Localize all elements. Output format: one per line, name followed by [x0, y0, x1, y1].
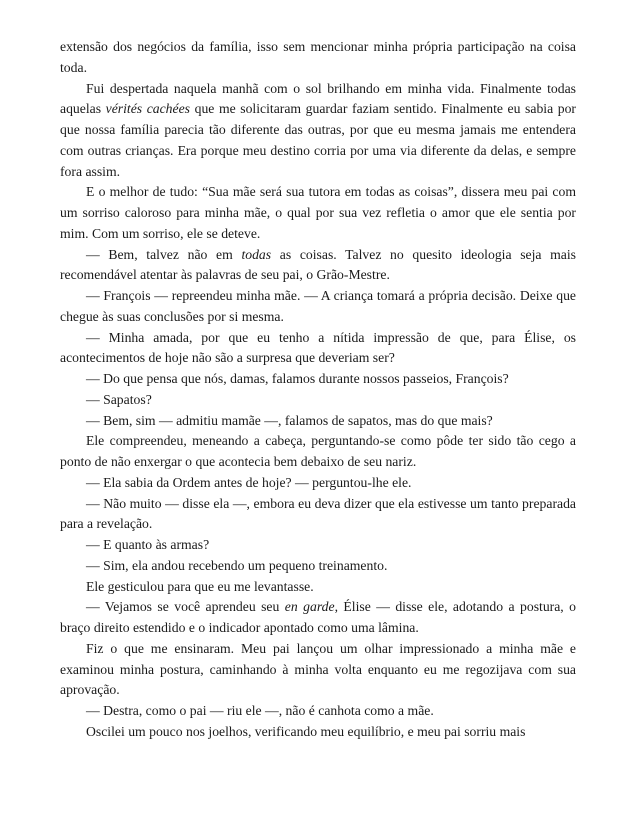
paragraph-3: E o melhor de tudo: “Sua mãe será sua tutora em todas as coisas”, dissera meu pai com um sorriso caloroso para minha mãe, o qual por sua vez refletia o amor que ele sentia por mim. Com um sorriso, ele se deteve. — [60, 184, 576, 241]
paragraph-16: — Vejamos se você aprendeu seu en garde, Élise — disse ele, adotando a postura, o braço direito estendido e o indicador apontado como uma lâmina. — [60, 599, 576, 635]
paragraph-1: extensão dos negócios da família, isso sem mencionar minha própria participação na coisa toda. — [60, 39, 576, 75]
paragraph-2: Fui despertada naquela manhã com o sol brilhando em minha vida. Finalmente todas aquelas vérités cachées que me solicitaram guardar faziam sentido. Finalmente eu sabia por que nossa família parecia tão diferente das outras, por que eu mesma jamais me entendera com outras crianças. Era porque meu destino corria por uma via diferente da delas, e sempre fora assim. — [60, 80, 576, 179]
italic-phrase: en garde — [284, 599, 335, 615]
paragraph-11: — Ela sabia da Ordem antes de hoje? — perguntou-lhe ele. — [86, 474, 412, 490]
paragraph-7: — Do que pensa que nós, damas, falamos durante nossos passeios, François? — [86, 371, 509, 386]
paragraph-9: — Bem, sim — admitiu mamãe —, falamos de sapatos, mas do que mais? — [86, 412, 493, 428]
paragraph-18: — Destra, como o pai — riu ele —, não é canhota como a mãe. — [86, 703, 434, 718]
paragraph-15: Ele gesticulou para que eu me levantasse. — [86, 578, 314, 594]
paragraph-4: — Bem, talvez não em todas as coisas. Talvez no quesito ideologia seja mais recomendável atentar às palavras de seu pai, o Grão-Mestre. — [60, 246, 577, 283]
paragraph-6: — Minha amada, por que eu tenho a nítida impressão de que, para Élise, os acontecimentos de hoje não são a surpresa que deveriam ser? — [60, 329, 576, 366]
paragraph-17: Fiz o que me ensinaram. Meu pai lançou um olhar impressionado a minha mãe e examinou minha postura, caminhando à minha volta enquanto eu me regozijava com sua aprovação. — [60, 640, 576, 698]
paragraph-10: Ele compreendeu, meneando a cabeça, perguntando-se como pôde ter sido tão cego a ponto de não enxergar o que acontecia bem debaixo de seu nariz. — [60, 433, 576, 469]
paragraph-14: — Sim, ela andou recebendo um pequeno treinamento. — [86, 557, 388, 573]
paragraph-13: — E quanto às armas? — [86, 537, 210, 552]
paragraph-12: — Não muito — disse ela —, embora eu deva dizer que ela estivesse um tanto preparada para a revelação. — [60, 495, 576, 532]
italic-phrase: vérités cachées — [105, 101, 191, 117]
paragraph-8: — Sapatos? — [86, 391, 152, 407]
italic-word: todas — [241, 246, 272, 262]
paragraph-19: Oscilei um pouco nos joelhos, verificando meu equilíbrio, e meu pai sorriu mais — [86, 723, 526, 739]
paragraph-5: — François — repreendeu minha mãe. — A criança tomará a própria decisão. Deixe que chegue às suas conclusões por si mesma. — [60, 288, 576, 324]
book-page-text — [60, 37, 576, 743]
